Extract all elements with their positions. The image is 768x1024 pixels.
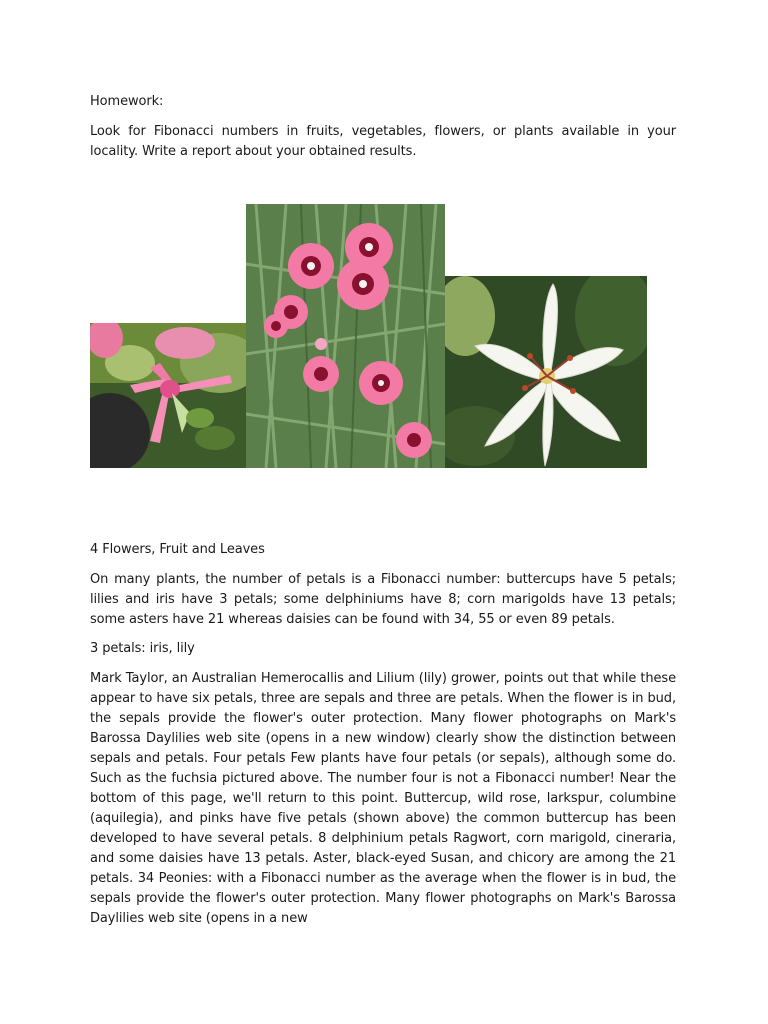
pink-dianthus-flowers-photo	[246, 204, 445, 468]
homework-task-paragraph: Look for Fibonacci numbers in fruits, vegetables, flowers, or plants available in your locality. Write a report about your obtained results.	[90, 124, 676, 159]
intro-paragraph: On many plants, the number of petals is a Fibonacci number: buttercups have 5 petals; lilies and iris have 3 petals; some delphiniums have 8; corn marigolds have 13 petals; some asters have 21 whereas daisies can be found with 34, 55 or even 89 petals.	[90, 572, 676, 627]
body-paragraph: Mark Taylor, an Australian Hemerocallis and Lilium (lily) grower, points out that while these appear to have six petals, three are sepals and three are petals. When the flower is in bud, the sepals provide the flower's outer protection. Many flower photographs on Mark's Barossa Daylilies web site (opens in a new window) clearly show the distinction between sepals and petals. Four petals Few plants have four petals (or sepals), although some do. Such as the fuchsia pictured above. The number four is not a Fibonacci number! Near the bottom of this page, we'll return to this point. Buttercup, wild rose, larkspur, columbine (aquilegia), and pinks have five petals (shown above) the common buttercup has been developed to have several petals. 8 delphinium petals Ragwort, corn marigold, cineraria, and some daisies have 13 petals. Aster, black-eyed Susan, and chicory are among the 21 petals. 34 Peonies: with a Fibonacci number as the average when the flower is in bud, the sepals provide the flower's outer protection. Many flower photographs on Mark's Barossa Daylilies web site (opens in a new	[90, 671, 676, 926]
homework-heading: Homework:	[90, 94, 164, 109]
white-lily-photo	[445, 276, 647, 468]
section-title: 4 Flowers, Fruit and Leaves	[90, 542, 265, 557]
three-petals-subheading: 3 petals: iris, lily	[90, 641, 195, 656]
fuchsia-flower-photo	[90, 323, 246, 468]
